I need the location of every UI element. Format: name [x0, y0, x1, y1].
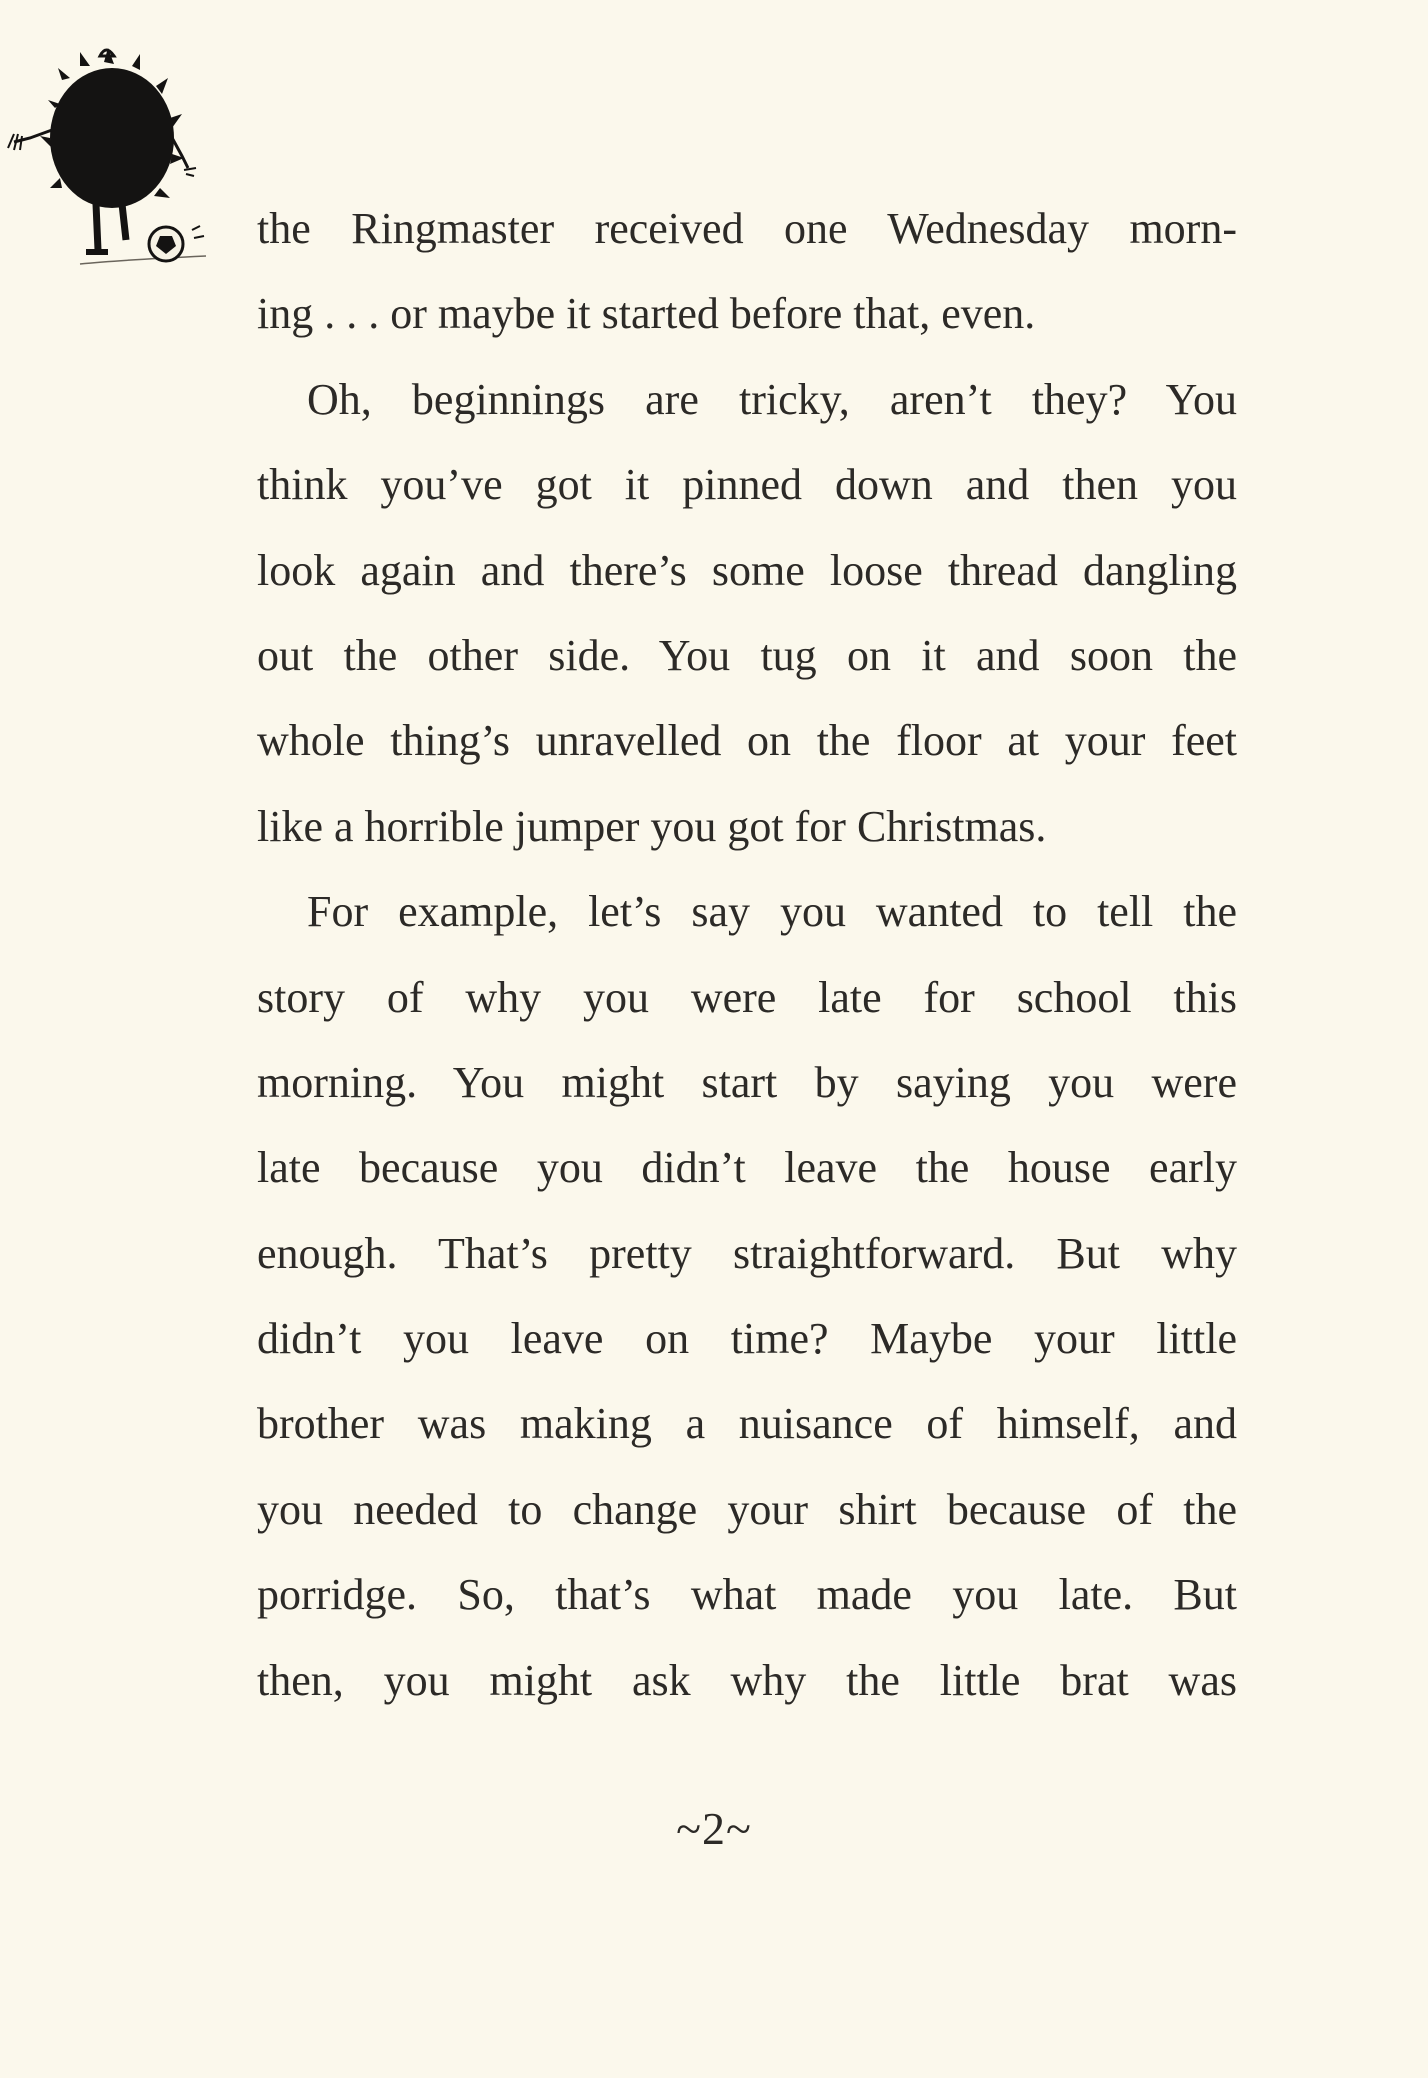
- text-line: out the other side. You tug on it and soon the: [257, 630, 1237, 680]
- text-line: ing . . . or maybe it started before that, even.: [257, 289, 1036, 339]
- text-line: Oh, beginnings are tricky, aren’t they? You: [307, 374, 1237, 424]
- fuzzy-creature-with-football-icon: [0, 38, 220, 288]
- text-line: think you’ve got it pinned down and then you: [257, 460, 1237, 510]
- text-line: you needed to change your shirt because of the: [257, 1484, 1237, 1534]
- text-line: whole thing’s unravelled on the floor at your feet: [257, 716, 1237, 766]
- text-line: brother was making a nuisance of himself, and: [257, 1399, 1237, 1449]
- page-number: ~2~: [676, 1803, 752, 1854]
- text-line: didn’t you leave on time? Maybe your little: [257, 1314, 1237, 1364]
- text-line: late because you didn’t leave the house early: [257, 1143, 1237, 1193]
- text-line: then, you might ask why the little brat was: [257, 1655, 1237, 1705]
- text-line: the Ringmaster received one Wednesday morn-: [257, 204, 1237, 253]
- text-line: For example, let’s say you wanted to tell the: [307, 887, 1237, 937]
- text-line: like a horrible jumper you got for Christmas.: [257, 801, 1047, 851]
- text-line: story of why you were late for school this: [257, 972, 1237, 1022]
- text-line: porridge. So, that’s what made you late. But: [257, 1570, 1237, 1620]
- body-text: [257, 186, 1237, 1723]
- text-line: morning. You might start by saying you were: [257, 1057, 1237, 1107]
- text-line: enough. That’s pretty straightforward. But why: [257, 1228, 1237, 1278]
- text-line: look again and there’s some loose thread dangling: [257, 545, 1237, 595]
